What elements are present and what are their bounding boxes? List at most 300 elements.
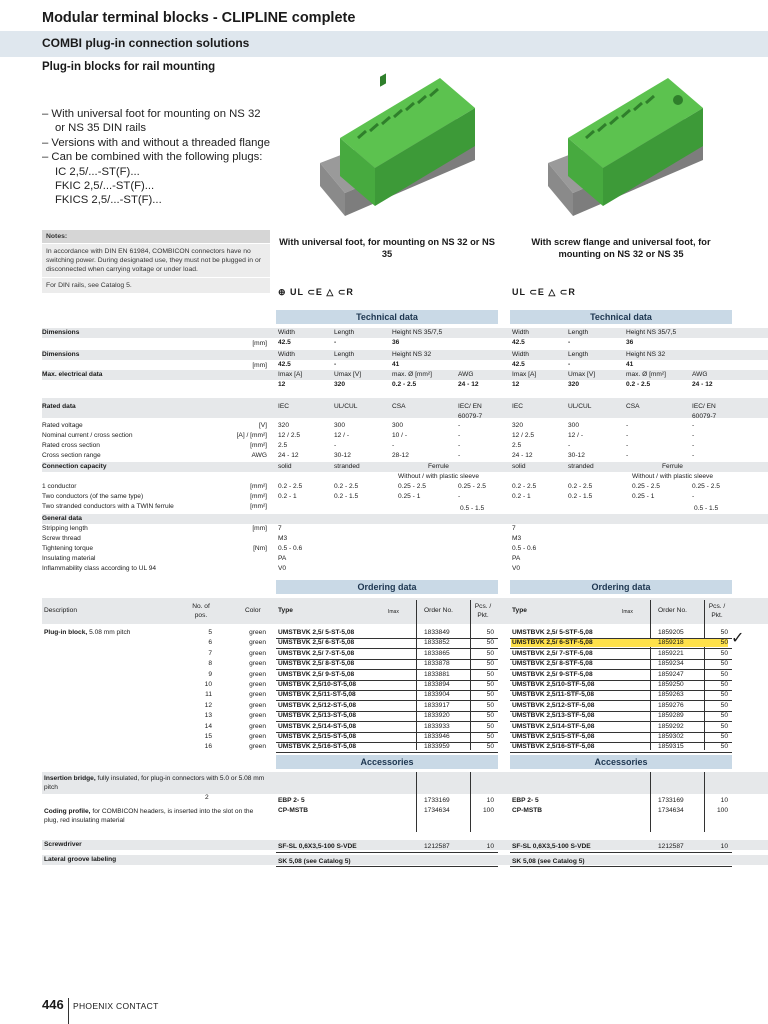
column-rule [416,600,417,750]
color-value: green [249,733,266,740]
label-dimensions: Dimensions [42,329,80,336]
table-cell: - [458,422,461,429]
table-cell: - [458,432,461,439]
order-type: UMSTBVK 2,5/ 9-ST-5,08 [278,670,355,678]
color-value: green [249,639,266,647]
position-value: 9 [208,670,212,678]
accessory-order-no: 1212587 [424,843,450,850]
table-cell: Order No. [424,607,453,614]
table-cell: 320 [568,381,580,388]
row-rule [510,752,732,753]
position-value: 7 [208,649,212,657]
accessory-type: SF-SL 0,6X3,5-100 S-VDE [278,843,357,850]
pieces: 50 [486,701,494,709]
position-value: 15 [204,733,212,740]
order-type: UMSTBVK 2,5/ 6-ST-5,08 [278,639,355,647]
table-cell: max. Ø [mm²] [392,371,432,378]
table-cell: 300 [334,422,346,429]
pieces: 50 [720,639,728,647]
table-cell: - [458,493,461,500]
ordering-header-a: Ordering data [276,580,498,594]
pieces: 50 [486,733,494,740]
table-cell: Height NS 35/7,5 [392,329,443,336]
table-cell: - [692,422,695,429]
table-cell: - [568,339,571,346]
product-image-universal-foot [300,68,490,228]
accessory-order-no: 1733169 [658,797,684,804]
accessory-pieces: 100 [482,807,494,814]
label-max-electrical: Max. electrical data [42,371,103,378]
color-value: green [249,629,266,636]
order-type: UMSTBVK 2,5/13-STF-5,08 [512,712,595,720]
position-value: 8 [208,660,212,668]
table-cell: 24 - 12 [512,452,533,459]
order-number: 1833865 [424,649,450,657]
order-number: 1833894 [424,681,450,688]
position-value: 11 [205,691,212,699]
table-cell: solid [278,463,292,470]
pieces: 50 [720,681,728,688]
pieces: 50 [486,691,494,699]
col-description: Description [44,607,77,614]
table-cell: 30-12 [334,452,351,459]
table-cell: 24 - 12 [458,381,479,388]
accessory-order-no: 1734634 [424,807,450,814]
pieces: 50 [720,649,728,657]
page-number: 446 [42,997,64,1012]
position-value: 5 [208,629,212,636]
pieces: 50 [486,649,494,657]
order-type: UMSTBVK 2,5/10-ST-5,08 [278,681,357,688]
section-heading: Plug-in blocks for rail mounting [42,61,216,73]
order-number: 1833917 [424,701,450,709]
order-number: 1859205 [658,629,684,636]
page-title: Modular terminal blocks - CLIPLINE complete [42,10,356,26]
table-cell: Length [334,329,355,336]
order-number: 1833878 [424,660,450,668]
order-type: UMSTBVK 2,5/ 9-STF-5,08 [512,670,593,678]
table-cell: 0.2 - 2.5 [512,483,537,490]
table-cell: CSA [392,403,406,410]
position-value: 10 [204,681,212,688]
table-cell: 0.2 - 1 [278,493,297,500]
order-type: UMSTBVK 2,5/ 8-ST-5,08 [278,660,355,668]
table-cell: Width [278,351,295,358]
table-cell: 42.5 [512,339,525,346]
table-cell: max. Ø [mm²] [626,371,666,378]
table-cell: - [692,432,695,439]
table-cell: 0.2 - 2.5 [568,483,593,490]
order-type: UMSTBVK 2,5/10-STF-5,08 [512,681,595,688]
lateral-label: Lateral groove labeling [44,856,117,863]
product-caption-b: With screw flange and universal foot, for mounting on NS 32 or NS 35 [531,237,711,259]
table-cell: Without / with plastic sleeve [632,473,713,480]
table-cell: Order No. [658,607,687,614]
table-cell: 36 [626,339,634,346]
accessory-order-no: 1734634 [658,807,684,814]
table-cell: 12 [512,381,520,388]
table-cell: 7 [512,525,516,532]
order-type: UMSTBVK 2,5/12-ST-5,08 [278,701,357,709]
order-number: 1859263 [658,691,684,699]
table-cell: 320 [278,422,290,429]
table-cell: 0.5 - 1.5 [694,505,719,512]
table-cell: Width [278,329,295,336]
table-cell: UL/CUL [568,403,592,410]
order-type: UMSTBVK 2,5/ 8-STF-5,08 [512,660,593,668]
table-cell: - [392,442,395,449]
order-type: UMSTBVK 2,5/11-ST-5,08 [278,691,356,699]
order-type: UMSTBVK 2,5/ 7-STF-5,08 [512,649,593,657]
table-cell: Width [512,351,529,358]
label-rated-data: Rated data [42,403,76,410]
table-cell: 2.5 [512,442,522,449]
table-cell: IEC/ EN 60079-7 [458,403,483,420]
table-cell: 2.5 [278,442,288,449]
pieces: 50 [720,660,728,668]
label-screw: Screw thread [42,535,81,542]
column-rule [704,600,705,750]
color-value: green [249,712,266,720]
table-cell: - [626,452,629,459]
row-rule [276,852,498,853]
tech-header-a: Technical data [276,310,498,324]
table-cell: CSA [626,403,640,410]
pieces: 50 [720,670,728,678]
table-cell: - [692,442,695,449]
table-cell: Imax [622,609,633,615]
order-number: 1833852 [424,639,450,647]
footer-divider [68,998,69,1024]
column-rule [704,772,705,832]
pieces: 50 [486,712,494,720]
order-number: 1859276 [658,701,684,709]
order-type: UMSTBVK 2,5/11-STF-5,08 [512,691,595,699]
table-cell: - [626,442,629,449]
accessory-type: EBP 2- 5 [278,797,305,804]
table-cell: AWG [458,371,474,378]
column-rule [650,772,651,832]
table-cell: 30-12 [568,452,585,459]
accessory-pieces: 10 [720,843,728,850]
table-cell: 41 [392,361,400,368]
pieces: 50 [720,743,728,751]
accessory-order-no: 1212587 [658,843,684,850]
row-rule [510,866,732,867]
label-dimensions: Dimensions [42,351,80,358]
product-caption-a: With universal foot, for mounting on NS 32 or NS 35 [279,237,495,259]
row-rule [276,752,498,753]
table-cell: 300 [392,422,404,429]
pieces: 50 [720,733,728,740]
table-cell: V0 [512,565,521,572]
pieces: 50 [720,722,728,730]
table-cell: - [692,452,695,459]
insertion-bridge-pos: 2 [205,794,209,801]
feature-list [42,107,272,208]
table-cell: 0.25 - 2.5 [692,483,720,490]
table-cell: 10 / - [392,432,408,439]
order-number: 1833881 [424,670,450,678]
table-cell: UL/CUL [334,403,358,410]
order-number: 1859247 [658,670,684,678]
product-image-screw-flange [528,68,718,228]
subtitle: COMBI plug-in connection solutions [42,36,250,50]
order-type: UMSTBVK 2,5/ 6-STF-5,08 [512,639,593,647]
cert-marks-b: UL ⊂E △ ⊂R [512,287,576,297]
table-cell: Length [568,351,589,358]
order-type: UMSTBVK 2,5/15-STF-5,08 [512,733,595,740]
table-cell: - [568,442,571,449]
table-cell: 0.5 - 0.6 [278,545,303,552]
insertion-bridge-desc: Insertion bridge, fully insulated, for plug-in connectors with 5.0 or 5.08 mm pitch [44,775,265,791]
table-cell: AWG [692,371,708,378]
table-cell: 0.25 - 2.5 [632,483,660,490]
table-cell: - [458,442,461,449]
table-cell: 0.5 - 1.5 [460,505,485,512]
pieces: 50 [486,660,494,668]
label-rated-voltage: Rated voltage [V] [42,422,267,429]
color-value: green [249,691,266,699]
accessories-header-b: Accessories [510,755,732,769]
table-cell: 42.5 [512,361,525,368]
accessory-type: SK 5,08 (see Catalog 5) [278,858,351,865]
table-cell: stranded [334,463,360,470]
order-number: 1833933 [424,722,450,730]
order-type: UMSTBVK 2,5/ 5-STF-5,08 [512,629,593,636]
order-number: 1833849 [424,629,450,636]
table-cell: 0.5 - 0.6 [512,545,537,552]
table-cell: IEC/ EN 60079-7 [692,403,717,420]
table-cell: 0.2 - 1 [512,493,531,500]
order-type: UMSTBVK 2,5/14-ST-5,08 [278,722,357,730]
table-cell: 300 [568,422,580,429]
label-c3: Two stranded conductors with a TWIN ferrule [mm²] [42,503,267,510]
table-cell: M3 [512,535,522,542]
order-type: UMSTBVK 2,5/13-ST-5,08 [278,712,357,720]
pieces: 50 [720,629,728,636]
table-cell: - [458,452,461,459]
cert-marks-a: ⊕ UL ⊂E △ ⊂R [278,287,354,297]
feature-item: – With universal foot for mounting on NS 32 or NS 35 DIN rails [42,108,261,135]
notes-text: In accordance with DIN EN 61984, COMBICON connectors have no switching power. During designated use, they must not be plugged in or disconnected when carrying voltage or under load. [42,244,270,277]
table-cell: 24 - 12 [278,452,299,459]
table-cell: Type [278,607,293,614]
order-number: 1833959 [424,743,450,751]
notes-heading: Notes: [42,230,270,243]
table-cell: 0.2 - 2.5 [392,381,417,388]
pieces: 50 [486,722,494,730]
label-strip: Stripping length [mm] [42,525,267,532]
accessory-type: CP-MSTB [278,807,309,814]
table-cell: solid [512,463,526,470]
table-cell: Imax [A] [278,371,303,378]
table-cell: M3 [278,535,288,542]
order-type: UMSTBVK 2,5/ 7-ST-5,08 [278,649,355,657]
table-cell: - [626,432,629,439]
plug-item: IC 2,5/...-ST(F)... [55,165,140,178]
table-cell: 0.2 - 1.5 [334,493,359,500]
pieces: 50 [720,712,728,720]
table-cell: 0.2 - 2.5 [334,483,359,490]
color-value: green [249,649,266,657]
accessory-order-no: 1733169 [424,797,450,804]
table-cell: 320 [512,422,524,429]
order-number: 1859250 [658,681,684,688]
color-value: green [249,681,266,688]
order-number: 1859221 [658,649,684,657]
table-cell: Type [512,607,527,614]
pieces: 50 [486,743,494,751]
table-cell: 41 [626,361,634,368]
label-torque: Tightening torque [Nm] [42,545,267,552]
order-type: UMSTBVK 2,5/ 5-ST-5,08 [278,629,355,636]
plug-in-block-label: Plug-in block, 5.08 mm pitch [44,629,131,636]
ordering-header-b: Ordering data [510,580,732,594]
position-value: 13 [204,712,212,720]
order-number: 1833904 [424,691,450,699]
order-number: 1833920 [424,712,450,720]
column-rule [470,600,471,750]
table-cell: IEC [278,403,289,410]
label-nominal: Nominal current / cross section [A] / [mm²] [42,432,267,439]
table-cell: - [334,339,337,346]
table-cell: 7 [278,525,282,532]
color-value: green [249,670,266,678]
table-cell: Pcs. / Pkt. [474,603,492,619]
table-cell: Height NS 35/7,5 [626,329,677,336]
plug-item: FKIC 2,5/...-ST(F)... [55,180,155,193]
notes-box [42,230,270,293]
checkmark-icon: ✓ [731,630,745,647]
order-type: UMSTBVK 2,5/14-STF-5,08 [512,722,595,730]
order-number: 1859218 [658,639,684,647]
order-type: UMSTBVK 2,5/16-ST-5,08 [278,743,357,751]
screwdriver-label: Screwdriver [44,841,82,848]
table-cell: 42.5 [278,361,291,368]
accessory-type: SK 5,08 (see Catalog 5) [512,858,585,865]
order-number: 1859289 [658,712,684,720]
order-type: UMSTBVK 2,5/12-STF-5,08 [512,701,595,709]
table-cell: 12 / 2.5 [512,432,534,439]
pieces: 50 [486,629,494,636]
table-cell: 0.2 - 2.5 [626,381,651,388]
position-value: 6 [208,639,212,647]
notes-catalog: For DIN rails, see Catalog 5. [42,278,270,293]
order-number: 1859292 [658,722,684,730]
row-rule [276,866,498,867]
table-cell: 36 [392,339,400,346]
accessory-pieces: 10 [486,843,494,850]
column-rule [470,772,471,832]
position-value: 16 [204,743,212,751]
accessory-type: CP-MSTB [512,807,543,814]
table-cell: 0.25 - 2.5 [398,483,426,490]
color-value: green [249,701,266,709]
color-value: green [249,722,266,730]
order-type: UMSTBVK 2,5/16-STF-5,08 [512,743,595,751]
order-type: UMSTBVK 2,5/15-ST-5,08 [278,733,357,740]
table-cell: - [334,361,337,368]
table-cell: V0 [278,565,287,572]
table-cell: IEC [512,403,523,410]
table-cell: 12 [278,381,286,388]
table-cell: PA [278,555,287,562]
label-cs-range: Cross section range AWG [42,452,267,459]
position-value: 12 [204,701,212,709]
accessory-pieces: 10 [486,797,494,804]
order-number: 1859315 [658,743,684,751]
tech-header-b: Technical data [510,310,732,324]
color-value: green [249,660,266,668]
table-cell: Width [512,329,529,336]
order-number: 1859234 [658,660,684,668]
accessory-type: EBP 2- 5 [512,797,539,804]
order-number: 1833946 [424,733,450,740]
table-cell: 0.2 - 1.5 [568,493,593,500]
pieces: 50 [486,670,494,678]
table-cell: 320 [334,381,346,388]
row-rule [510,852,732,853]
accessory-pieces: 10 [720,797,728,804]
pieces: 50 [720,691,728,699]
label-general: General data [42,515,82,522]
label-c2: Two conductors (of the same type) [mm²] [42,493,267,500]
pieces: 50 [486,681,494,688]
table-cell: Length [568,329,589,336]
table-cell: Height NS 32 [392,351,432,358]
table-cell: - [334,442,337,449]
feature-item: – Versions with and without a threaded flange [42,136,270,149]
plug-item: FKICS 2,5/...-ST(F)... [55,194,162,207]
table-cell: Ferrule [662,463,683,470]
table-cell: 12 / 2.5 [278,432,300,439]
coding-profile-desc: Coding profile, for COMBICON headers, is inserted into the slot on the plug, red insulating material [44,808,254,824]
table-cell: 0.25 - 1 [632,493,655,500]
table-cell: Height NS 32 [626,351,666,358]
label-rated-cs: Rated cross section [mm²] [42,442,267,449]
table-cell: PA [512,555,521,562]
table-cell: Pcs. / Pkt. [708,603,726,619]
table-cell: Imax [A] [512,371,537,378]
label-c1: 1 conductor [mm²] [42,483,267,490]
table-cell: 24 - 12 [692,381,713,388]
table-cell: - [626,422,629,429]
table-cell: Ferrule [428,463,449,470]
table-cell: Length [334,351,355,358]
label-flam: Inflammability class according to UL 94 [42,565,157,572]
accessory-pieces: 100 [716,807,728,814]
table-cell: 28-12 [392,452,409,459]
table-cell: Umax [V] [334,371,362,378]
accessory-type: SF-SL 0,6X3,5-100 S-VDE [512,843,591,850]
table-cell: Without / with plastic sleeve [398,473,479,480]
table-cell: Umax [V] [568,371,596,378]
pieces: 50 [486,639,494,647]
brand-name: PHOENIX CONTACT [73,1001,159,1011]
pieces: 50 [720,701,728,709]
color-value: green [249,743,266,751]
column-rule [650,600,651,750]
table-cell: - [568,361,571,368]
table-cell: 0.25 - 1 [398,493,421,500]
col-no-pos: No. of pos. [192,603,210,619]
position-value: 14 [204,722,212,730]
table-cell: stranded [568,463,594,470]
table-cell: 12 / - [568,432,584,439]
table-cell: 0.25 - 2.5 [458,483,486,490]
column-rule [416,772,417,832]
